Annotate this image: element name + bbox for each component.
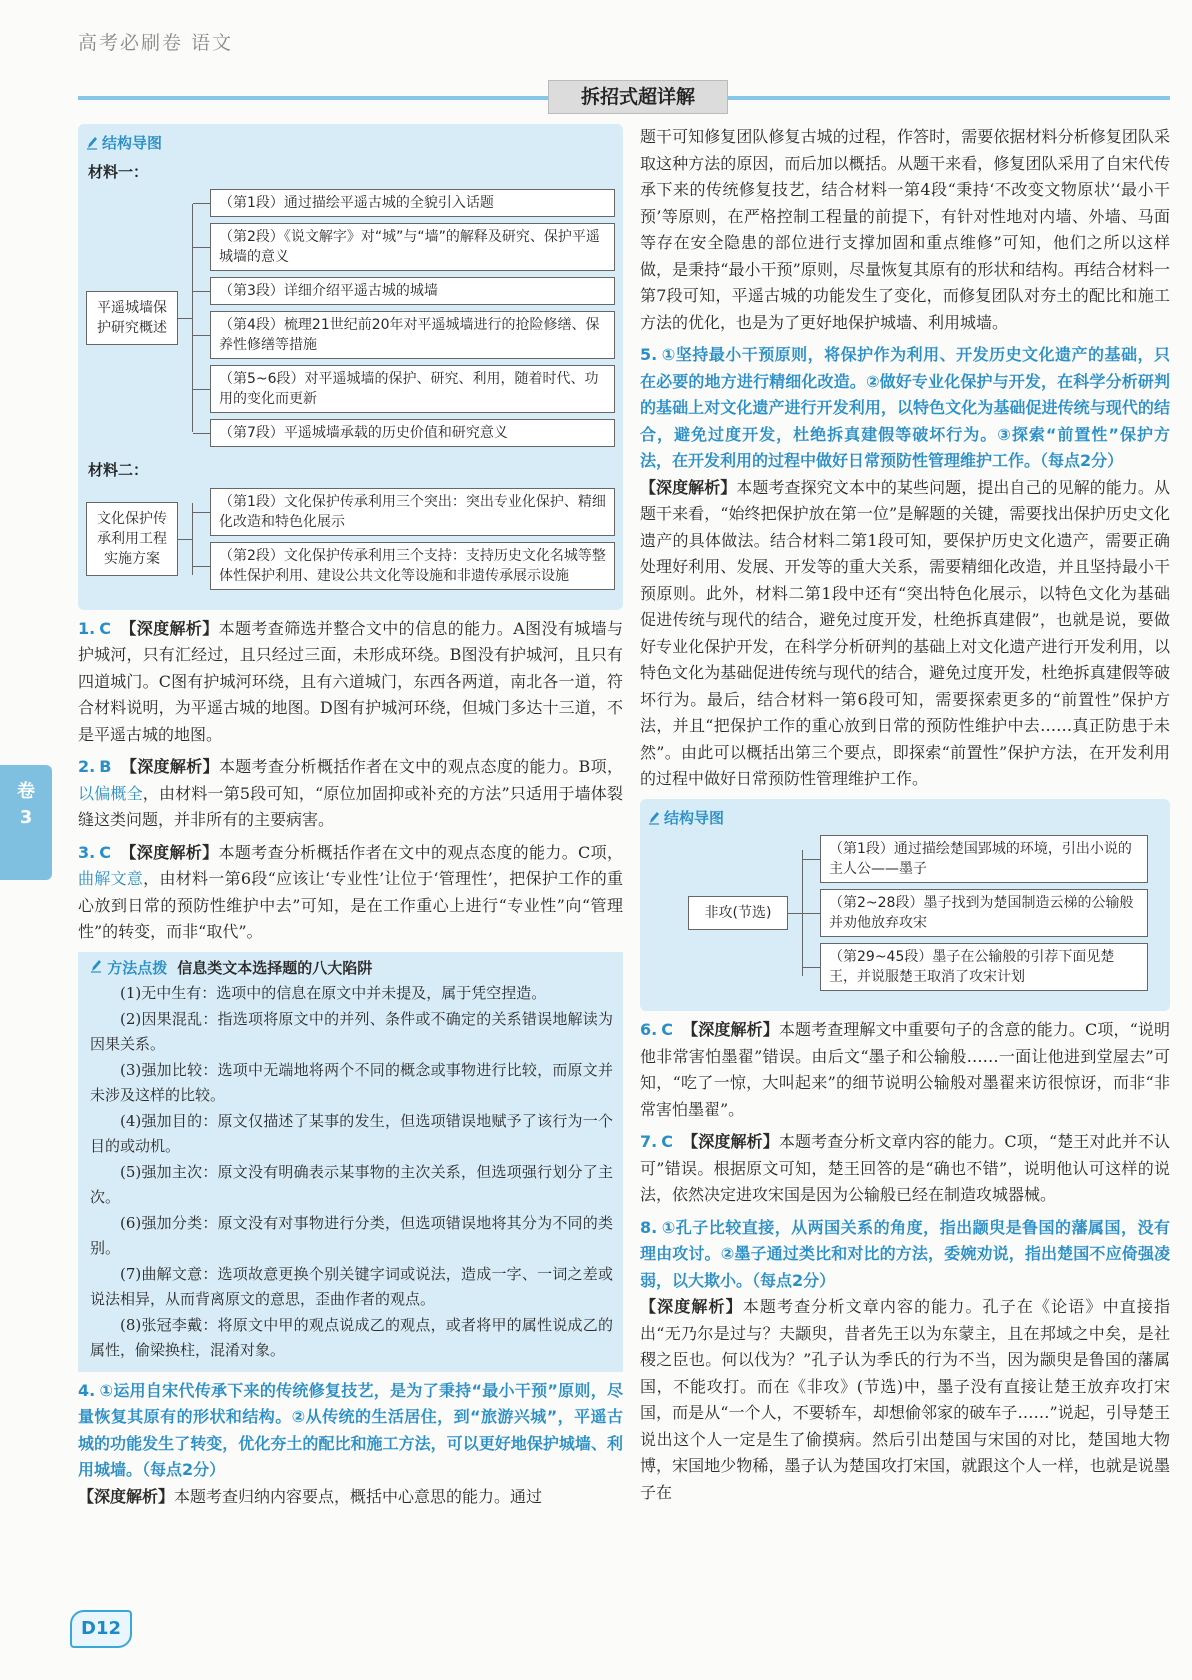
structure-map-title: 结构导图 <box>648 805 1162 832</box>
method-subtitle: 信息类文本选择题的八大陷阱 <box>177 958 373 977</box>
volume-tab <box>0 765 52 880</box>
material1-item: （第5~6段）对平遥城墙的保护、研究、利用，随着时代、功用的变化而更新 <box>210 365 615 413</box>
material1-root: 平遥城墙保护研究概述 <box>86 291 178 345</box>
method-item: (4)强加目的：原文仅描述了某事的发生，但选项错误地赋予了该行为一个目的或动机。 <box>90 1111 613 1155</box>
material1-item: （第7段）平遥城墙承载的历史价值和研究意义 <box>210 419 615 447</box>
page-number: D12 <box>70 1610 132 1648</box>
answer-2: 2. B 【深度解析】本题考查分析概括作者在文中的观点态度的能力。B项，以偏概全，由材料一第5段可知，“原位加固抑或补充的方法”只适用于墙体裂缝这类问题，并非所有的主要病害。 <box>78 757 623 829</box>
method-item: (7)曲解文意：选项故意更换个别关键字词或说法，造成一字、一词之差或说法相异，从而背离原文的意思，歪曲作者的观点。 <box>90 1264 613 1308</box>
pencil-icon <box>648 811 660 825</box>
method-item: (1)无中生有：选项中的信息在原文中并未提及，属于凭空捏造。 <box>120 984 547 1002</box>
volume-tab-number: 3 <box>19 807 33 828</box>
material2-item: （第1段）文化保护传承利用三个突出：突出专业化保护、精细化改造和特色化展示 <box>210 488 615 536</box>
answer-1: 1. C 【深度解析】本题考查筛选并整合文中的信息的能力。A图没有城墙与护城河，只有汇经过，且只经过三面，未形成环绕。B图没有护城河，且只有四道城门。C图有护城河环绕，且有六道城门，东西各两道，南北各一道，符合材料说明，为平遥古城的地图。D图有护城河环绕，但城门多达十三道，不是平遥古城的地图。 <box>78 618 623 744</box>
answer-8: 8. ①孔子比较直接，从两国关系的角度，指出颛臾是鲁国的藩属国，没有理由攻讨。②墨子通过类比和对比的方法，委婉劝说，指出楚国不应倚强凌弱，以大欺小。（每点2分） 【深度解析】本题考查分析文章内容的能力。孔子在《论语》中直接指出“无乃尔是过与？夫颛臾，昔者先王以为东蒙主，且在邦域之中矣，是社稷之臣也。何以伐为？”孔子认为季氏的行为不当，因为颛臾是鲁国的藩属国，不能攻打。而在《非攻》(节选)中，墨子没有直接让楚王放弃攻打宋国，而是从“一个人，不要轿车，却想偷邻家的破车子……”说起，引导楚王说出这个人一定是生了偷摸病。然后引出楚国与宋国的对比，楚国地大物博，宋国地少物稀，墨子认为楚国攻打宋国，就跟这个人一样，也就是说墨子在 <box>640 1217 1170 1502</box>
volume-tab-label: 卷 <box>17 781 35 802</box>
story-item: （第2~28段）墨子找到为楚国制造云梯的公输般并劝他放弃攻宋 <box>820 889 1148 937</box>
material1-item: （第3段）详细介绍平遥古城的城墙 <box>210 277 615 305</box>
material2-root: 文化保护传承利用工程实施方案 <box>86 502 178 576</box>
material1-item: （第4段）梳理21世纪前20年对平遥城墙进行的抢险修缮、保养性修缮等措施 <box>210 311 615 359</box>
structure-map-title: 结构导图 <box>86 130 615 157</box>
structure-map-2 <box>640 799 1170 1012</box>
book-title: 高考必刷卷 语文 <box>78 32 234 54</box>
material1-label: 材料一： <box>88 162 149 181</box>
material2-label: 材料二： <box>88 461 149 479</box>
right-column <box>640 124 1170 1506</box>
method-tips-box <box>78 952 623 1372</box>
pencil-icon <box>86 136 98 150</box>
story-tree <box>648 835 1162 991</box>
answer-6: 6. C 【深度解析】本题考查理解文中重要句子的含意的能力。C项，“说明他非常害怕墨翟”错误。由后文“墨子和公输般……一面让他进到堂屋去”可知，“吃了一惊，大叫起来”的细节说明公输般对墨翟来访很惊讶，而非“非常害怕墨翟”。 <box>640 1020 1170 1119</box>
method-item: (2)因果混乱：指选项将原文中的并列、条件或不确定的关系错误地解读为因果关系。 <box>90 1009 613 1053</box>
answer-4: 4. ①运用自宋代传承下来的传统修复技艺，是为了秉持“最小干预”原则，尽量恢复其原有的形状和结构。②从传统的生活居住，到“旅游兴城”，平遥古城的功能发生了转变，优化夯土的配比和施工方法，可以更好地保护城墙、利用城墙。（每点2分） 【深度解析】本题考查归纳内容要点，概括中心意思的能力。通过 <box>78 1380 623 1506</box>
method-title: 方法点拨 <box>107 958 168 977</box>
story-item: （第29~45段）墨子在公输般的引荐下面见楚王，并说服楚王取消了攻宋计划 <box>820 943 1148 991</box>
method-item: (3)强加比较：选项中无端地将两个不同的概念或事物进行比较，而原文并未涉及这样的比较。 <box>90 1060 613 1104</box>
answer-5: 5. ①坚持最小干预原则，将保护作为利用、开发历史文化遗产的基础，只在必要的地方进行精细化改造。②做好专业化保护与开发，在科学分析研判的基础上对文化遗产进行开发利用，以特色文化为基础促进传统与现代的结合，避免过度开发，杜绝拆真建假等破坏行为。③探索“前置性”保护方法，在开发利用的过程中做好日常预防性管理维护工作。（每点2分） 【深度解析】本题考查探究文本中的某些问题，提出自己的见解的能力。从题干来看，“始终把保护放在第一位”是解题的关键，需要找出保护历史文化遗产的具体做法。结合材料二第1段可知，要保护历史文化遗产，需要正确处理好利用、发展、开发等的重大关系，需要精细化改造，并且坚持最小干预原则。此外，材料二第1段中还有“突出特色化展示，以特色文化为基础促进传统与现代的结合，避免过度开发，杜绝拆真建假”，也就是说，要做好专业化保护开发，在科学分析研判的基础上对文化遗产进行开发利用，以特色文化为基础促进传统与现代的结合，避免过度开发，杜绝拆真建假等破坏行为。最后，结合材料一第6段可知，需要探索更多的“前置性”保护方法，并且“把保护工作的重心放到日常的预防性维护中去……真正防患于未然”。由此可以概括出第三个要点，即探索“前置性”保护方法，在开发利用的过程中做好日常预防性管理维护工作。 <box>640 345 1170 788</box>
method-item: (8)张冠李戴：将原文中甲的观点说成乙的观点，或者将甲的属性说成乙的属性，偷梁换柱，混淆对象。 <box>90 1315 613 1359</box>
structure-map-1 <box>78 124 623 610</box>
story-root: 非攻(节选) <box>688 896 788 930</box>
material1-item: （第1段）通过描绘平遥古城的全貌引入话题 <box>210 189 615 217</box>
answer-7: 7. C 【深度解析】本题考查分析文章内容的能力。C项，“楚王对此并不认可”错误。根据原文可知，楚王回答的是“确也不错”，说明他认可这样的说法，依然决定进攻宋国是因为公输般已经在制造攻城器械。 <box>640 1132 1170 1204</box>
story-item: （第1段）通过描绘楚国郢城的环境，引出小说的主人公——墨子 <box>820 835 1148 883</box>
method-item: (5)强加主次：原文没有明确表示某事物的主次关系，但选项强行划分了主次。 <box>90 1162 613 1206</box>
answer-3: 3. C 【深度解析】本题考查分析概括作者在文中的观点态度的能力。C项，曲解文意，由材料一第6段“应该让‘专业性’让位于‘管理性’，把保护工作的重心放到日常的预防性维护中去”可知，是在工作重心上进行“专业性”向“管理性”的转变，而非“取代”。 <box>78 842 623 941</box>
section-title: 拆招式超详解 <box>548 80 728 114</box>
material1-tree <box>86 189 615 447</box>
answer-4-continued: 题干可知修复团队修复古城的过程，作答时，需要依据材料分析修复团队采取这种方法的原因，而后加以概括。从题干来看，修复团队采用了自宋代传承下来的传统修复技艺，结合材料一第4段“秉持‘不改变文物原状’‘最小干预’等原则，在严格控制工程量的前提下，有针对性地对内墙、外墙、马面等存在安全隐患的部位进行支撑加固和重点维修”可知，他们之所以这样做，是秉持“最小干预”原则，尽量恢复其原有的形状和结构。再结合材料一第7段可知，平遥古城的功能发生了变化，而修复团队对夯土的配比和施工方法的优化，也是为了更好地保护城墙、利用城墙。 <box>640 127 1170 332</box>
material2-item: （第2段）文化保护传承利用三个支持：支持历史文化名城等整体性保护利用、建设公共文化等设施和非遗传承展示设施 <box>210 542 615 590</box>
material1-item: （第2段）《说文解字》对“城”与“墙”的解释及研究、保护平遥城墙的意义 <box>210 223 615 271</box>
pencil-icon <box>90 959 102 973</box>
material2-tree <box>86 488 615 590</box>
method-item: (6)强加分类：原文没有对事物进行分类，但选项错误地将其分为不同的类别。 <box>90 1213 613 1257</box>
left-column <box>78 124 623 1510</box>
